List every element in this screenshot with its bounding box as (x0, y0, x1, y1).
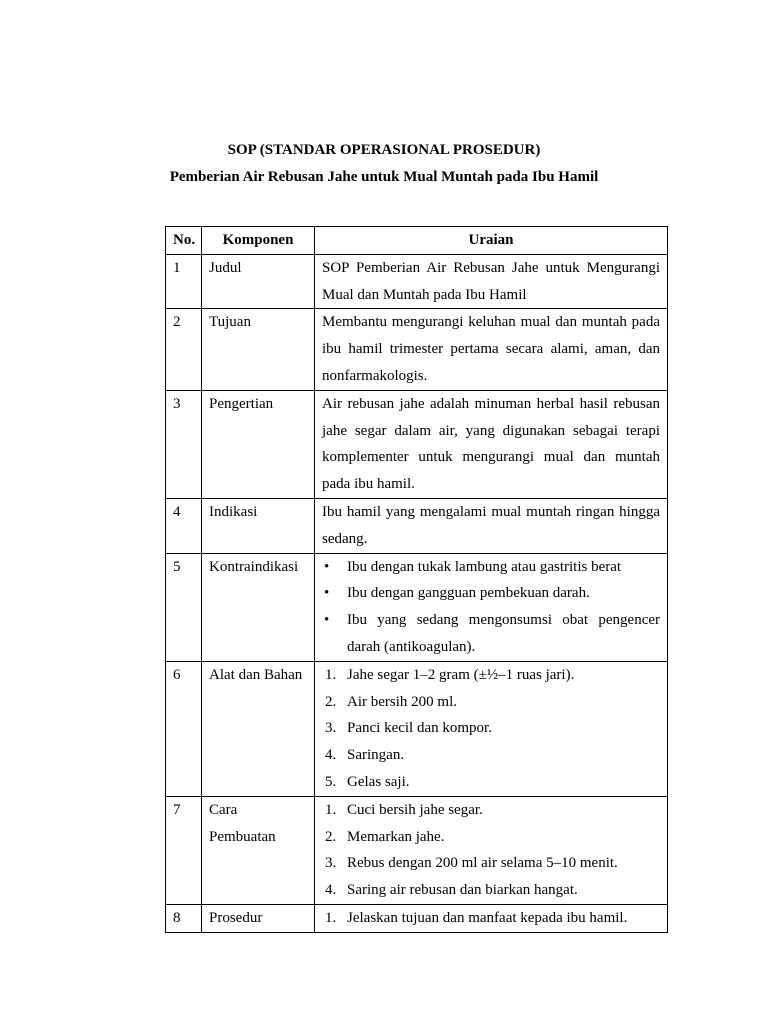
row-komponen: Alat dan Bahan (202, 661, 315, 796)
row-uraian (315, 796, 668, 904)
komponen-line: Cara (209, 801, 238, 818)
numbered-item: 1. Cuci bersih jahe segar. (325, 801, 483, 818)
header-no: No. (166, 227, 202, 255)
numbered-list (322, 905, 660, 932)
numbered-list (322, 797, 660, 904)
row-number: 4 (166, 498, 202, 553)
row-komponen: Kontraindikasi (202, 553, 315, 661)
table-row (166, 904, 668, 932)
numbered-list (322, 662, 660, 796)
row-number: 2 (166, 309, 202, 390)
table-row (166, 796, 668, 904)
document-subtitle: Pemberian Air Rebusan Jahe untuk Mual Muntah pada Ibu Hamil (169, 169, 599, 185)
row-uraian (315, 553, 668, 661)
bullet-item: • Ibu dengan gangguan pembekuan darah. (322, 580, 660, 607)
numbered-item: 5. Gelas saji. (325, 773, 410, 790)
table-row (166, 254, 668, 309)
row-number: 6 (166, 661, 202, 796)
row-uraian: Air rebusan jahe adalah minuman herbal hasil rebusan jahe segar dalam air, yang digunakan sebagai terapi komplementer untuk mengurangi mual dan muntah pada ibu hamil. (315, 390, 668, 498)
header-komponen: Komponen (202, 227, 315, 255)
numbered-item: 3. Rebus dengan 200 ml air selama 5–10 menit. (325, 855, 618, 872)
numbered-item: 1. Jelaskan tujuan dan manfaat kepada ibu hamil. (325, 909, 628, 926)
table-row (166, 498, 668, 553)
row-number: 7 (166, 796, 202, 904)
row-komponen: Judul (202, 254, 315, 309)
table-header-row (166, 227, 668, 255)
row-komponen: Tujuan (202, 309, 315, 390)
header-uraian: Uraian (315, 227, 668, 255)
table-row (166, 553, 668, 661)
row-uraian (315, 904, 668, 932)
numbered-item: 4. Saringan. (325, 747, 405, 764)
row-komponen: Indikasi (202, 498, 315, 553)
row-komponen: Pengertian (202, 390, 315, 498)
sop-table (165, 226, 668, 933)
bullet-list (322, 554, 660, 661)
row-uraian: Ibu hamil yang mengalami mual muntah ringan hingga sedang. (315, 498, 668, 553)
row-number: 1 (166, 254, 202, 309)
row-uraian: SOP Pemberian Air Rebusan Jahe untuk Mengurangi Mual dan Muntah pada Ibu Hamil (315, 254, 668, 309)
numbered-item: 4. Saring air rebusan dan biarkan hangat. (325, 882, 578, 899)
bullet-item: • Ibu dengan tukak lambung atau gastritis berat (322, 554, 660, 581)
row-number: 8 (166, 904, 202, 932)
komponen-line: Pembuatan (209, 828, 276, 845)
numbered-item: 3. Panci kecil dan kompor. (325, 720, 492, 737)
table-row (166, 309, 668, 390)
bullet-item: • Ibu yang sedang mengonsumsi obat pengencer darah (antikoagulan). (322, 607, 660, 661)
row-number: 3 (166, 390, 202, 498)
numbered-item: 2. Memarkan jahe. (325, 828, 445, 845)
table-row (166, 661, 668, 796)
row-uraian (315, 661, 668, 796)
row-number: 5 (166, 553, 202, 661)
document-title: SOP (STANDAR OPERASIONAL PROSEDUR) (227, 142, 541, 158)
row-komponen: Prosedur (202, 904, 315, 932)
row-uraian: Membantu mengurangi keluhan mual dan muntah pada ibu hamil trimester pertama secara alami, aman, dan nonfarmakologis. (315, 309, 668, 390)
numbered-item: 1. Jahe segar 1–2 gram (±½–1 ruas jari). (325, 666, 575, 683)
row-komponen (202, 796, 315, 904)
table-row (166, 390, 668, 498)
numbered-item: 2. Air bersih 200 ml. (325, 693, 457, 710)
